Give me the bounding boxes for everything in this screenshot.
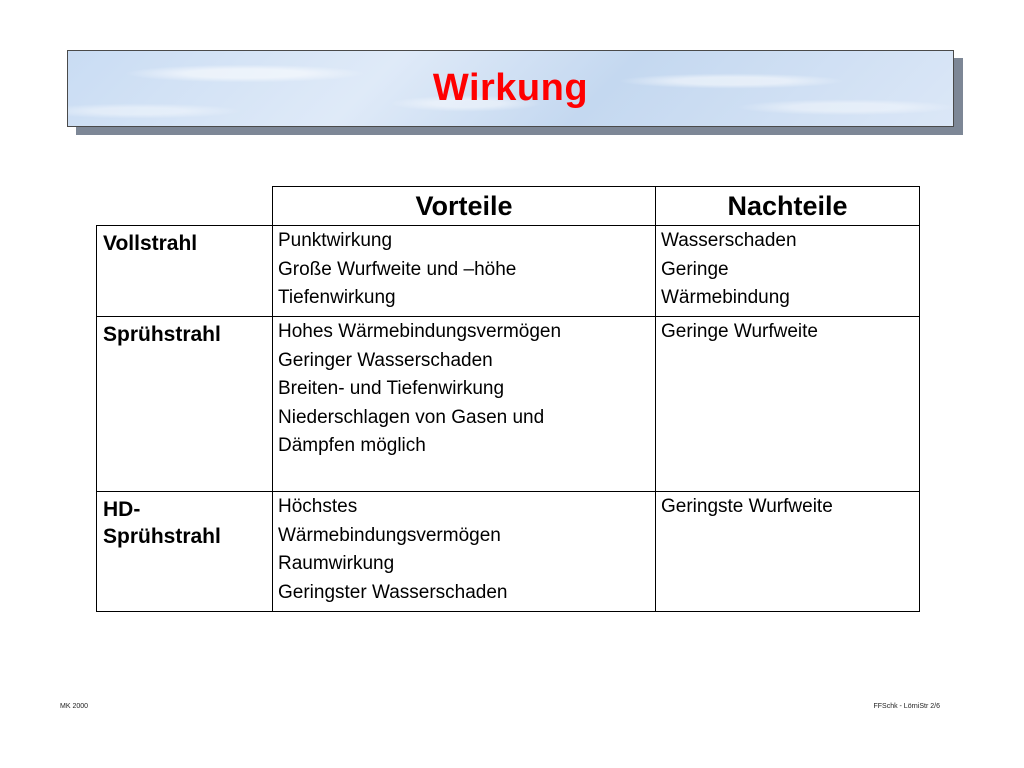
cell-line: Wärmebindung [661, 287, 790, 308]
cell-line: Breiten- und Tiefenwirkung [278, 378, 505, 399]
cell-line: Höchstes [278, 496, 358, 517]
title-banner [67, 50, 954, 127]
vorteile-cell [273, 317, 656, 492]
header-nachteile: Nachteile [656, 187, 920, 226]
cell-line: Geringe Wurfweite [661, 321, 818, 342]
row-label-hd-spruehstrahl [97, 492, 273, 612]
effects-table [96, 186, 920, 612]
vorteile-cell [273, 226, 656, 317]
table-row [97, 317, 920, 492]
nachteile-cell [656, 492, 920, 612]
table-header-row [97, 187, 920, 226]
cell-line: Wärmebindungsvermögen [278, 524, 501, 546]
cell-line: Dämpfen möglich [278, 435, 426, 456]
cell-line: Geringster Wasserschaden [278, 581, 508, 603]
cell-line: Niederschlagen von Gasen und [278, 406, 545, 428]
table-row [97, 492, 920, 612]
cell-line: Raumwirkung [278, 553, 395, 574]
cell-line: Punktwirkung [278, 230, 393, 251]
nachteile-cell [656, 226, 920, 317]
footer-left-text: MK 2000 [60, 703, 89, 710]
cell-line: Geringste Wurfweite [661, 496, 833, 517]
cell-line: Wasserschaden [661, 230, 797, 251]
cell-line: Tiefenwirkung [278, 287, 396, 308]
vorteile-cell [273, 492, 656, 612]
cell-line: Geringer Wasserschaden [278, 349, 493, 371]
row-label-spruehstrahl: Sprühstrahl [97, 317, 273, 492]
table-corner-cell [97, 187, 273, 226]
page-title: Wirkung [432, 67, 589, 109]
cell-line: Große Wurfweite und –höhe [278, 258, 517, 280]
footer-right-text: FFSchk - LörniStr 2/6 [873, 703, 940, 710]
header-vorteile: Vorteile [273, 187, 656, 226]
nachteile-cell [656, 317, 920, 492]
cell-line: Geringe [661, 258, 729, 280]
table-row [97, 226, 920, 317]
cell-line: Hohes Wärmebindungsvermögen [278, 321, 562, 342]
row-label-line: HD- [103, 498, 141, 521]
row-label-vollstrahl: Vollstrahl [97, 226, 273, 317]
row-label-line: Sprühstrahl [103, 525, 221, 548]
